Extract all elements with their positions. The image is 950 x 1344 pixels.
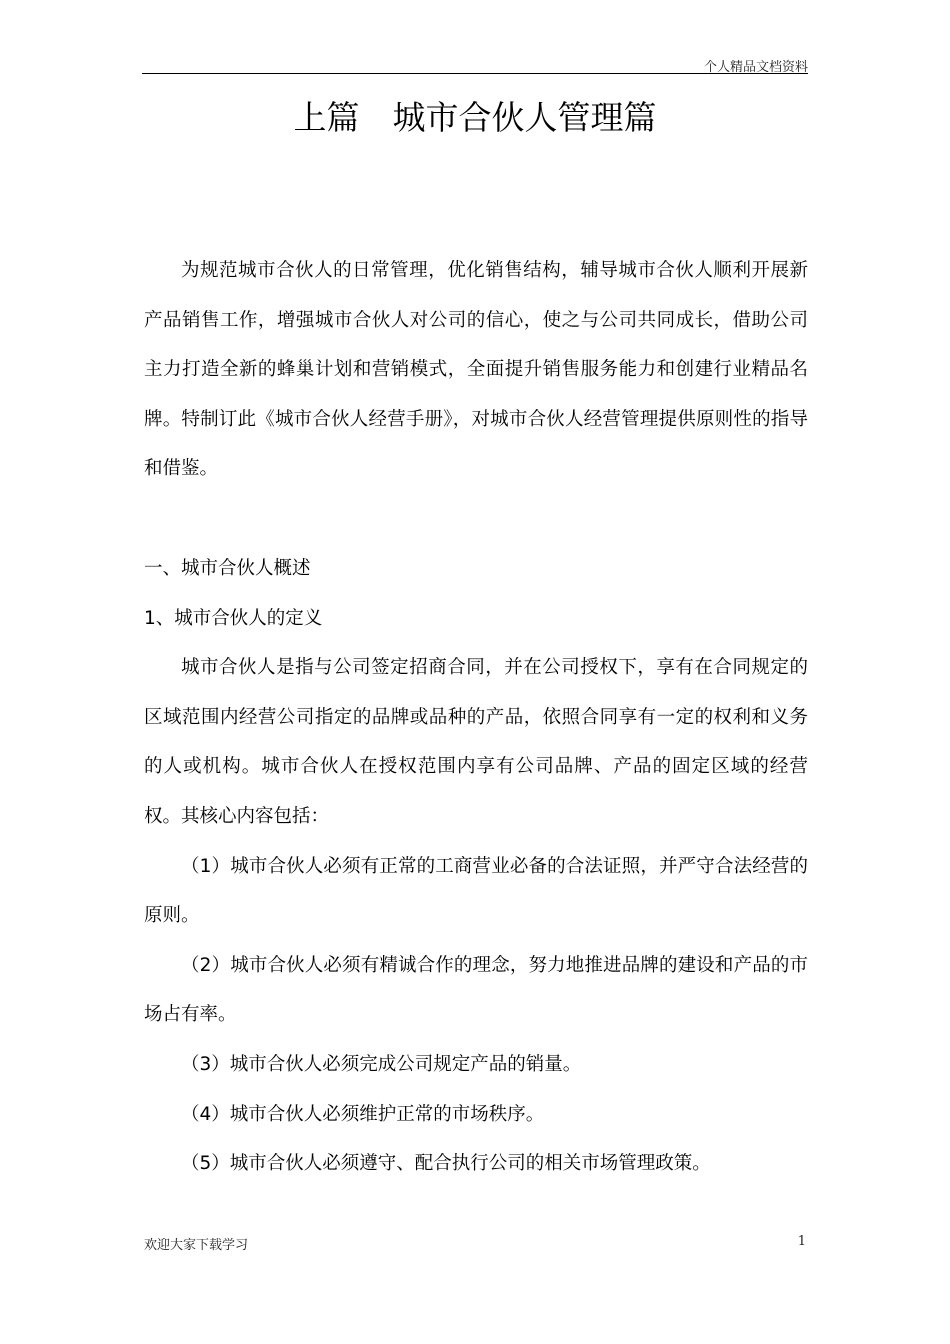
list-item: （1）城市合伙人必须有正常的工商营业必备的合法证照，并严守合法经营的原则。 [144,855,808,927]
page-footer-text: 欢迎大家下载学习 [144,1238,249,1253]
subsection-heading: 1、城市合伙人的定义 [144,607,323,629]
document-body [144,246,808,1189]
list-item: （3）城市合伙人必须完成公司规定产品的销量。 [181,1053,582,1075]
page-header-text: 个人精品文档资料 [703,60,808,75]
section-heading: 一、城市合伙人概述 [144,557,311,579]
list-item: （2）城市合伙人必须有精诚合作的理念，努力地推进品牌的建设和产品的市场占有率。 [144,954,808,1026]
document-title: 上篇 城市合伙人管理篇 [293,98,657,137]
header-divider [142,73,808,74]
list-item: （4）城市合伙人必须维护正常的市场秩序。 [181,1103,545,1125]
list-item: （5）城市合伙人必须遵守、配合执行公司的相关市场管理政策。 [181,1153,711,1175]
intro-paragraph: 为规范城市合伙人的日常管理，优化销售结构，辅导城市合伙人顺利开展新产品销售工作，增强城市合伙人对公司的信心，使之与公司共同成长，借助公司主力打造全新的蜂巢计划和营销模式，全面提升销售服务能力和创建行业精品名牌。特制订此《城市合伙人经营手册》，对城市合伙人经营管理提供原则性的指导和借鉴。 [144,260,808,480]
definition-paragraph: 城市合伙人是指与公司签定招商合同，并在公司授权下，享有在合同规定的区域范围内经营公司指定的品牌或品种的产品，依照合同享有一定的权利和义务的人或机构。城市合伙人在授权范围内享有公司品牌、产品的固定区域的经营权。其核心内容包括： [144,657,808,827]
page-number: 1 [797,1234,806,1249]
spacer [144,494,808,544]
